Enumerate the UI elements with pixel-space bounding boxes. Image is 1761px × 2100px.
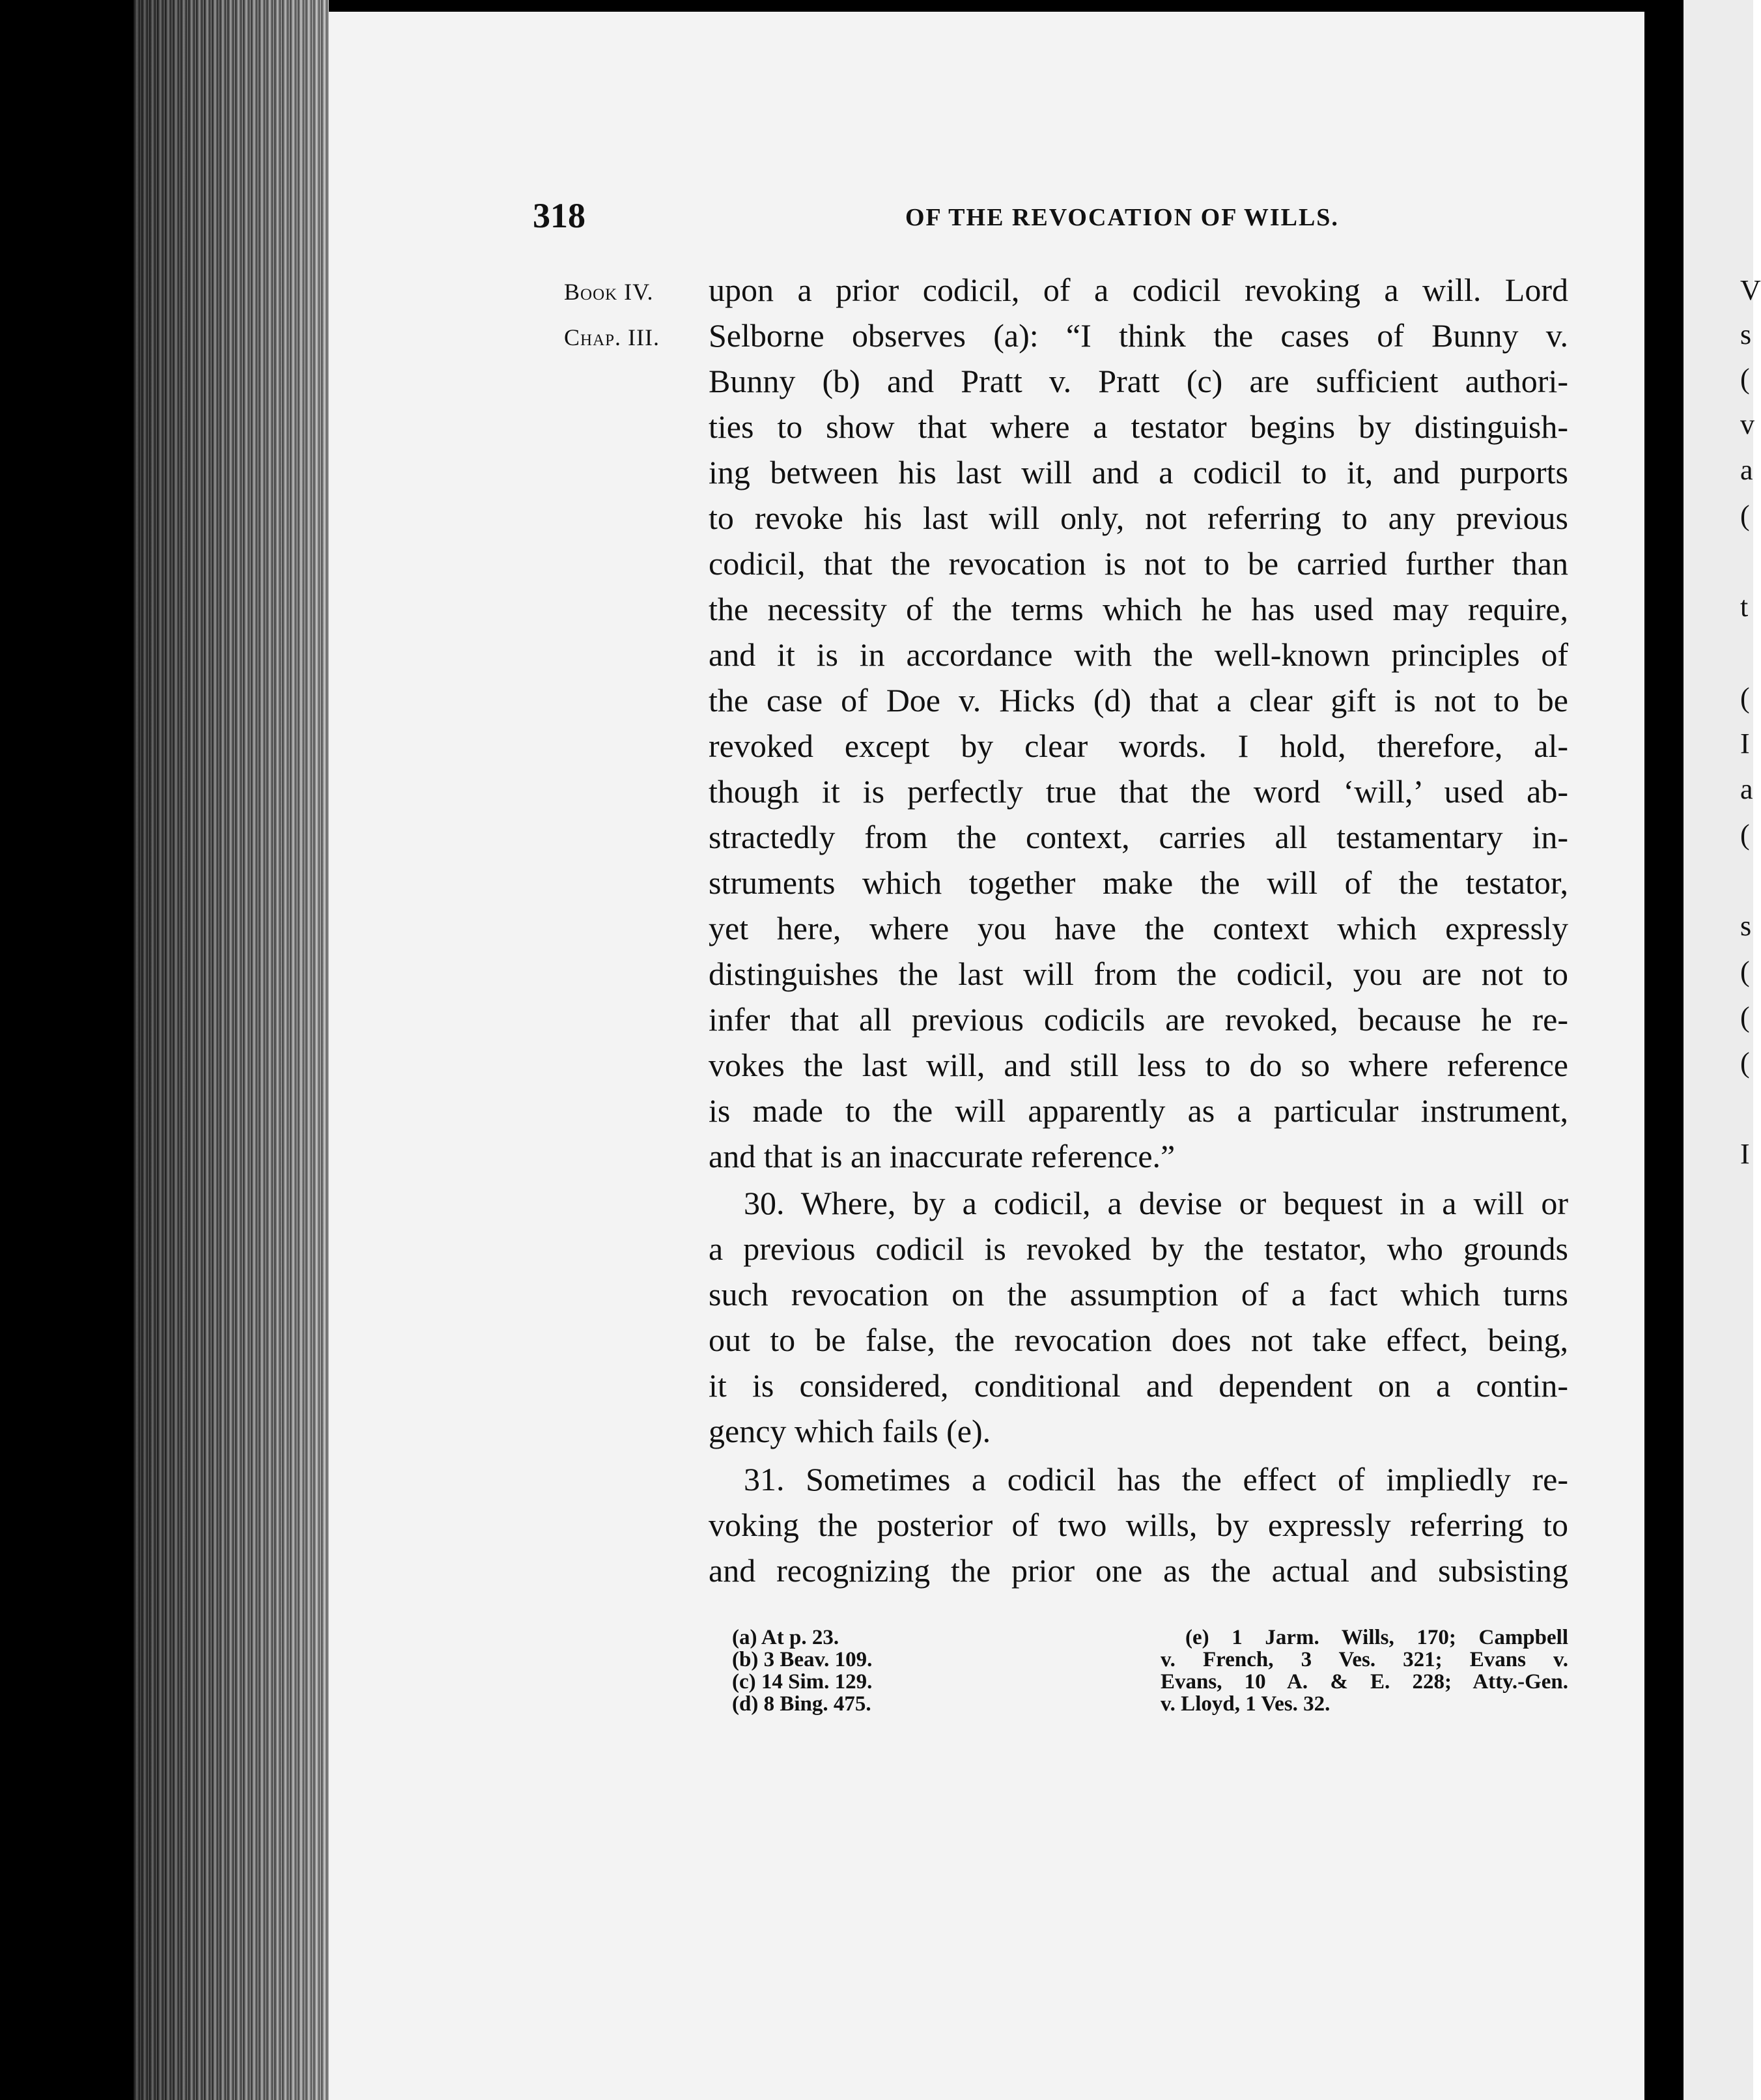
- body-line: gency which fails (e).: [709, 1413, 991, 1449]
- footnote: v. Lloyd, 1 Ves. 32.: [1161, 1692, 1331, 1716]
- body-line: voking the posterior of two wills, by expressly referring to: [709, 1507, 1568, 1543]
- body-line: ing between his last will and a codicil to it, and purports: [709, 454, 1568, 490]
- body-line: the case of Doe v. Hicks (d) that a clear gift is not to be: [709, 682, 1568, 718]
- body-line: a previous codicil is revoked by the testator, who grounds: [709, 1230, 1568, 1267]
- body-line: out to be false, the revocation does not take effect, being,: [709, 1322, 1568, 1358]
- body-line: and it is in accordance with the well-known principles of: [709, 636, 1568, 673]
- footnote: v. French, 3 Ves. 321; Evans v.: [1161, 1648, 1568, 1671]
- facing-glyph: (: [1740, 956, 1750, 987]
- facing-glyph: a: [1740, 454, 1753, 486]
- footnote: (e) 1 Jarm. Wills, 170; Campbell: [1185, 1626, 1568, 1649]
- body-line: yet here, where you have the context which expressly: [709, 910, 1568, 946]
- facing-glyph: (: [1740, 1001, 1750, 1033]
- footnote: (d) 8 Bing. 475.: [732, 1692, 871, 1716]
- body-line: codicil, that the revocation is not to be carried further than: [709, 545, 1568, 582]
- facing-glyph: s: [1740, 910, 1752, 942]
- running-head: OF THE REVOCATION OF WILLS.: [905, 204, 1339, 231]
- body-line: revoked except by clear words. I hold, therefore, al-: [709, 728, 1568, 764]
- book-page-edges-shadow: [134, 0, 329, 2100]
- body-line: the necessity of the terms which he has used may require,: [709, 591, 1568, 627]
- paragraph-31-first-line: 31. Sometimes a codicil has the effect of impliedly re-: [744, 1461, 1568, 1497]
- facing-glyph: I: [1740, 1138, 1750, 1170]
- body-line: infer that all previous codicils are revoked, because he re-: [709, 1001, 1568, 1038]
- facing-glyph: s: [1740, 319, 1752, 350]
- footnote: (b) 3 Beav. 109.: [732, 1648, 873, 1671]
- body-line: and that is an inaccurate reference.”: [709, 1138, 1176, 1174]
- facing-glyph: (: [1740, 682, 1750, 714]
- scan-border-left: [0, 0, 134, 2100]
- body-line: upon a prior codicil, of a codicil revoking a will. Lord: [709, 272, 1568, 308]
- body-line: such revocation on the assumption of a fact which turns: [709, 1276, 1568, 1312]
- facing-glyph: a: [1740, 773, 1753, 805]
- footnote: (c) 14 Sim. 129.: [732, 1670, 873, 1694]
- margin-note-chapter: Chap. III.: [564, 324, 660, 350]
- footnote: (a) At p. 23.: [732, 1626, 839, 1649]
- body-line: and recognizing the prior one as the actual and subsisting: [709, 1552, 1568, 1589]
- body-line: though it is perfectly true that the word ‘will,’ used ab-: [709, 773, 1568, 810]
- facing-glyph: V: [1740, 274, 1761, 306]
- paragraph-30-first-line: 30. Where, by a codicil, a devise or bequest in a will or: [744, 1185, 1568, 1221]
- facing-glyph: (: [1740, 500, 1750, 532]
- body-line: stractedly from the context, carries all testamentary in-: [709, 819, 1568, 855]
- body-line: to revoke his last will only, not referring to any previous: [709, 500, 1568, 536]
- gutter-shadow: [1644, 0, 1684, 2100]
- body-line: it is considered, conditional and dependent on a contin-: [709, 1367, 1568, 1404]
- page-number: 318: [533, 196, 585, 235]
- facing-glyph: v: [1740, 408, 1754, 440]
- facing-glyph: (: [1740, 1047, 1750, 1079]
- margin-note-book: Book IV.: [564, 279, 654, 305]
- facing-glyph: (: [1740, 363, 1750, 395]
- facing-glyph: t: [1740, 591, 1749, 623]
- body-line: ties to show that where a testator begins by distinguish-: [709, 408, 1568, 445]
- body-line: vokes the last will, and still less to do so where reference: [709, 1047, 1568, 1083]
- facing-glyph: (: [1740, 819, 1750, 851]
- facing-glyph: I: [1740, 728, 1750, 759]
- body-line: Selborne observes (a): “I think the cases of Bunny v.: [709, 317, 1568, 354]
- body-line: Bunny (b) and Pratt v. Pratt (c) are sufficient authori-: [709, 363, 1568, 399]
- footnote: Evans, 10 A. & E. 228; Atty.-Gen.: [1161, 1670, 1568, 1694]
- body-line: distinguishes the last will from the codicil, you are not to: [709, 956, 1568, 992]
- body-line: struments which together make the will of the testator,: [709, 864, 1568, 901]
- body-line: is made to the will apparently as a particular instrument,: [709, 1092, 1568, 1129]
